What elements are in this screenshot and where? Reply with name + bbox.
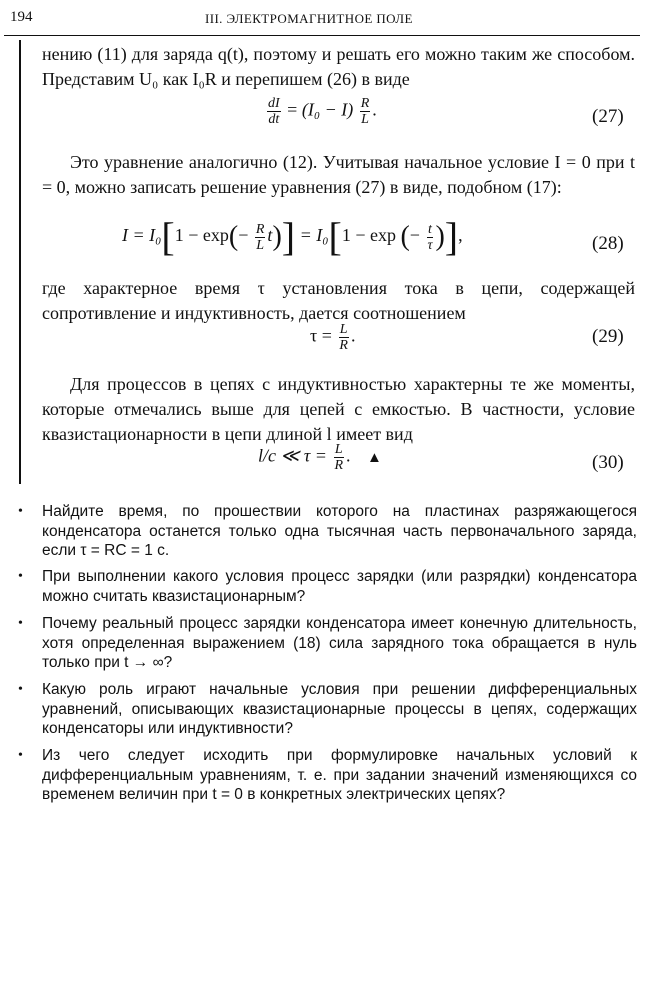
paragraph-2: Это уравнение аналогично (12). Учитывая начальное условие I = 0 при t = 0, можно записать решение уравнения (27) в виде, подобном (17): — [42, 152, 635, 197]
header-rule — [4, 35, 640, 36]
fraction-numerator: t — [428, 221, 432, 237]
equation-term: 1 − exp — [174, 225, 229, 246]
equation-middle: = I₀ — [299, 225, 329, 246]
end-of-proof-triangle-icon: ▲ — [367, 449, 382, 466]
equation-number-27: (27) — [592, 106, 624, 127]
fraction-L-R — [333, 442, 344, 473]
page-header — [0, 0, 648, 40]
fraction-L-R — [338, 322, 349, 353]
running-title: III. ЭЛЕКТРОМАГНИТНОЕ ПОЛЕ — [205, 11, 413, 26]
question-text: Найдите время, по прошествии которого на пластинах разряжающегося конденсатора останется только одна тысячная часть первоначального заряда, если τ = RC = 1 с. — [42, 503, 637, 559]
right-paren: ) — [435, 221, 445, 252]
equation-number-28: (28) — [592, 233, 624, 254]
equation-30 — [258, 442, 382, 473]
period: . — [372, 99, 377, 120]
paragraph-1: нению (11) для заряда q(t), поэтому и решать его можно таким же способом. Представим U₀ как I₀R и перепишем (26) в виде — [42, 44, 635, 89]
paragraph-4: Для процессов в цепях с индуктивностью характерны те же моменты, которые отмечались выше для цепей с емкостью. В частности, условие квазистационарности в цепи длиной l имеет вид — [42, 374, 635, 444]
period: . — [350, 325, 356, 346]
equation-29 — [310, 322, 355, 353]
equation-number-29: (29) — [592, 326, 624, 347]
paragraph-3: где характерное время τ установления тока в цепи, содержащей сопротивление и индуктивность, дается соотношением — [42, 278, 635, 323]
bullet-icon: • — [18, 569, 23, 584]
equation-lhs: l/c ≪ τ = — [258, 445, 327, 466]
left-paren: ( — [400, 221, 410, 252]
right-bracket: ] — [281, 214, 296, 259]
right-bracket: ] — [444, 214, 459, 259]
equation-term: (I₀ − I) — [301, 99, 354, 120]
left-bracket: [ — [161, 214, 175, 259]
equation-number-30: (30) — [592, 452, 624, 473]
fraction-dI-dt — [267, 96, 281, 127]
equals-sign: = — [287, 99, 298, 120]
equation-lhs: I = I₀ — [122, 225, 162, 246]
fraction-numerator: dI — [268, 96, 280, 111]
fraction-t-tau — [426, 222, 433, 253]
fraction-denominator: dt — [268, 112, 280, 127]
left-paren: ( — [228, 221, 239, 252]
equation-27 — [265, 96, 377, 127]
bullet-icon: • — [18, 682, 23, 697]
equation-28 — [122, 214, 463, 259]
question-text: Почему реальный процесс зарядки конденсатора имеет конечную длительность, хотя определенная выражением (18) сила зарядного тока обращается в нуль только при t → ∞? — [42, 615, 637, 671]
right-paren: ) — [272, 221, 282, 252]
question-text: Какую роль играют начальные условия при решении дифференциальных уравнений, описывающих квазистационарные процессы в цепях, содержащих конденсаторы или индуктивности? — [42, 681, 637, 737]
fraction-numerator: L — [339, 322, 348, 337]
equation-term: 1 − exp — [341, 225, 396, 246]
fraction-denominator: τ — [427, 237, 433, 253]
minus-sign: − — [409, 225, 420, 246]
fraction-denominator: R — [334, 458, 343, 473]
bullet-icon: • — [18, 616, 23, 631]
minus-sign: − — [238, 225, 249, 246]
comma: , — [458, 225, 463, 246]
question-text: Из чего следует исходить при формулировке начальных условий к дифференциальным уравнениям, т. е. при задании значений изменяющихся со временем величин при t = 0 в конкретных электрических цепях? — [42, 747, 637, 803]
fraction-denominator: L — [256, 237, 265, 253]
equation-lhs: τ = — [310, 325, 332, 346]
bullet-icon: • — [18, 748, 23, 763]
margin-bar — [19, 40, 21, 484]
fraction-numerator: R — [360, 96, 370, 111]
fraction-R-L — [360, 96, 371, 127]
period: . — [346, 445, 351, 466]
fraction-R-L — [255, 222, 266, 253]
left-bracket: [ — [328, 214, 342, 259]
page-number: 194 — [10, 9, 33, 25]
question-text: При выполнении какого условия процесс зарядки (или разрядки) конденсатора можно считать квазистационарным? — [42, 568, 637, 605]
fraction-denominator: R — [339, 338, 348, 353]
bullet-icon: • — [18, 504, 23, 519]
fraction-numerator: R — [255, 221, 265, 237]
fraction-numerator: L — [334, 442, 343, 457]
variable-t: t — [267, 225, 273, 246]
fraction-denominator: L — [361, 112, 369, 127]
